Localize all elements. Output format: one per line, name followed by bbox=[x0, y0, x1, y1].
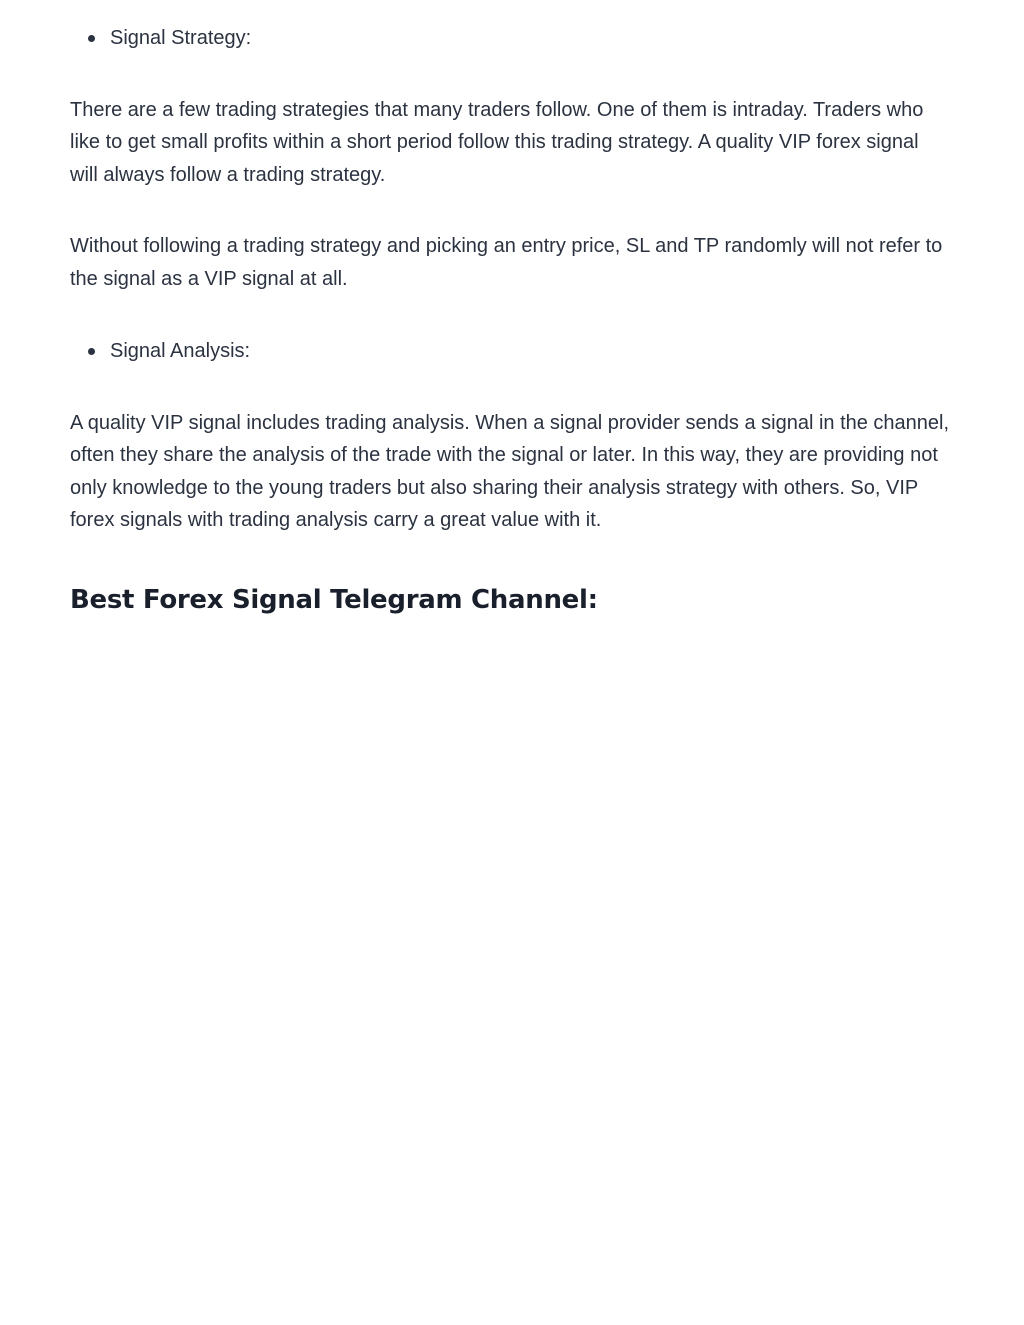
bullet-list-strategy bbox=[70, 22, 950, 54]
bullet-item-signal-analysis bbox=[70, 335, 950, 367]
section-heading: Best Forex Signal Telegram Channel: bbox=[70, 584, 598, 615]
analysis-paragraph: A quality VIP signal includes trading analysis. When a signal provider sends a signal in the channel, often they share the analysis of the trade with the signal or later. In this way, they are providing not only knowledge to the young traders but also sharing their analysis strategy with others. So, VIP forex signals with trading analysis carry a great value with it. bbox=[70, 412, 950, 532]
bullet-item-signal-strategy bbox=[70, 22, 950, 54]
bullet-list-analysis bbox=[70, 335, 950, 367]
bullet-dot-icon bbox=[88, 348, 95, 355]
bullet-label: Signal Analysis: bbox=[110, 340, 251, 363]
article-content bbox=[70, 22, 950, 620]
strategy-paragraph-1: There are a few trading strategies that many traders follow. One of them is intraday. Traders who like to get small profits within a short period follow this trading strategy. A quality VIP forex signal will always follow a trading strategy. bbox=[70, 99, 924, 186]
bullet-label: Signal Strategy: bbox=[110, 27, 252, 49]
bullet-dot-icon bbox=[88, 35, 95, 42]
strategy-paragraph-2: Without following a trading strategy and picking an entry price, SL and TP randomly will not refer to the signal as a VIP signal at all. bbox=[70, 235, 943, 290]
